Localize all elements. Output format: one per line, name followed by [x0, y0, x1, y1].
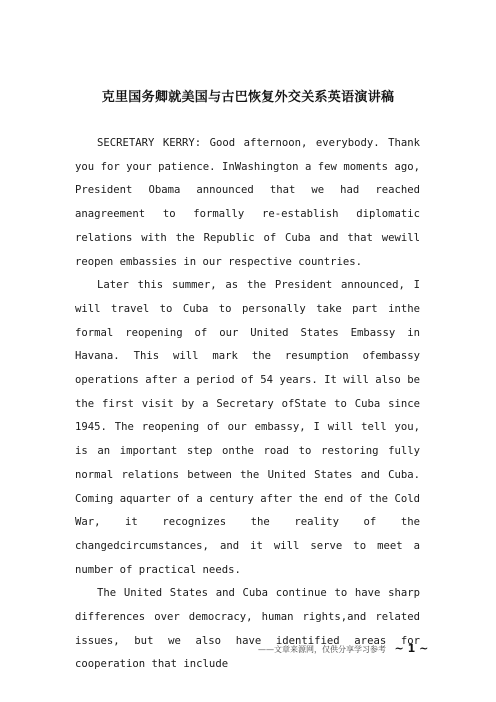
document-body: [75, 132, 420, 677]
page-number: ~ 1 ~: [394, 642, 429, 655]
page-footer: [258, 642, 428, 655]
document-title: 克里国务卿就美国与古巴恢复外交关系英语演讲稿: [101, 90, 395, 105]
footer-source-note: ——文章来源网，仅供分享学习参考: [258, 645, 386, 654]
paragraph: Later this summer, as the President announced, I will travel to Cuba to personally take part inthe formal reopening of our United States Embassy in Havana. This will mark the resumption ofembassy operations after a period of 54 years. It will also be the first visit by a Secretary ofState to Cuba since 1945. The reopening of our embassy, I will tell you, is an important step onthe road to restoring fully normal relations between the United States and Cuba. Coming aquarter of a century after the end of the Cold War, it recognizes the reality of the changedcircumstances, and it will serve to meet a number of practical needs.: [75, 279, 420, 576]
paragraph: The United States and Cuba continue to have sharp differences over democracy, human rights,and related issues, but we also have identified areas for cooperation that include: [75, 587, 420, 671]
paragraph: SECRETARY KERRY: Good afternoon, everybody. Thank you for your patience. InWashington a few moments ago, President Obama announced that we had reached anagreement to formally re-establish diplomatic relations with the Republic of Cuba and that wewill reopen embassies in our respective countries.: [75, 137, 420, 268]
